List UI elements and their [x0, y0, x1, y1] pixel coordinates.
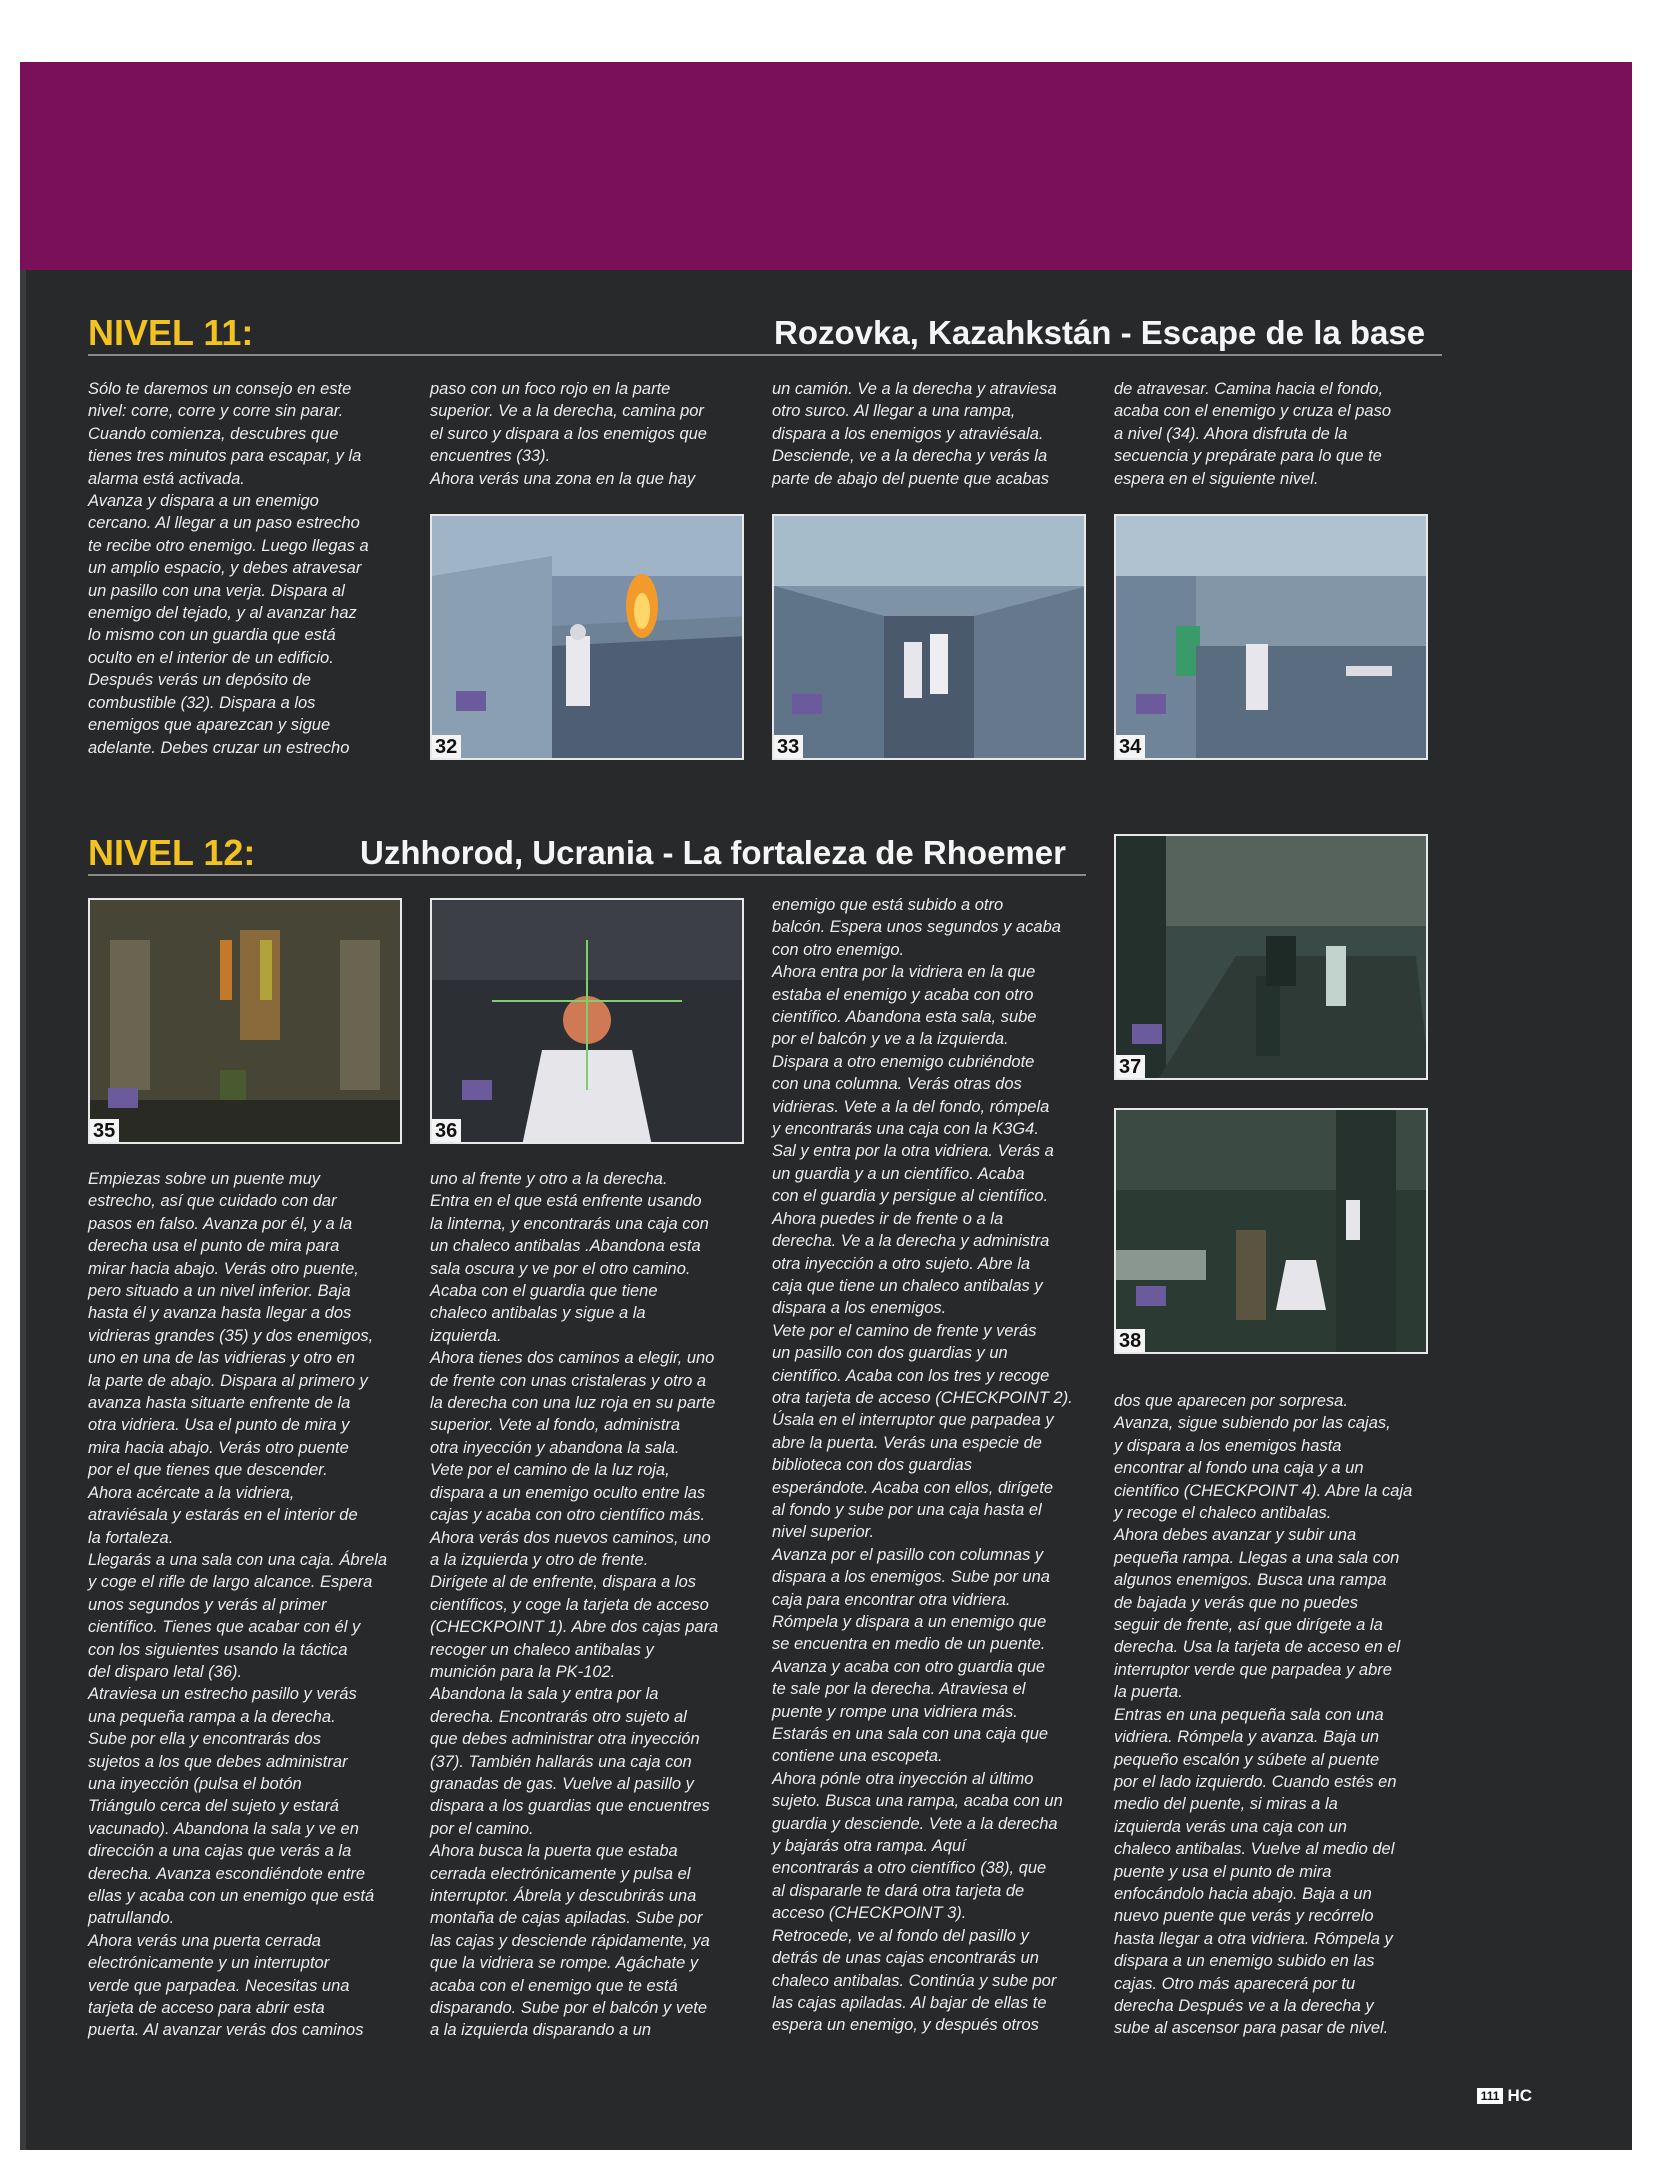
screenshot-37: [1114, 834, 1428, 1080]
screenshot-34: [1114, 514, 1428, 760]
nivel-12-column-1: Empiezas sobre un puente muy estrecho, así que cuidado con dar pasos en falso. Avanza por él, y a la derecha usa el punto de mira para mirar hacia abajo. Verás otro puente, pero situado a un nivel inferior. Baja hasta él y avanza hasta llegar a dos vidrieras grandes (35) y dos enemigos, uno en una de las vidrieras y otro en la parte de abajo. Dispara al primero y avanza hasta situarte enfrente de la otra vidriera. Usa el punto de mira y mira hacia abajo. Verás otro puente por el que tienes que descender. Ahora acércate a la vidriera, atraviésala y estarás en el interior de la fortaleza. Llegarás a una sala con una caja. Ábrela y coge el rifle de largo alcance. Espera unos segundos y verás al primer científico. Tienes que acabar con él y con los siguientes usando la táctica del disparo letal (36). Atraviesa un estrecho pasillo y verás una pequeña rampa a la derecha. Sube por ella y encontrarás dos sujetos a los que debes administrar una inyección (pulsa el botón Triángulo cerca del sujeto y estará vacunado). Abandona la sala y ve en dirección a una cajas que verás a la derecha. Avanza escondiéndote entre ellas y acaba con un enemigo que está patrullando. Ahora verás una puerta cerrada electrónicamente y un interruptor verde que parpadea. Necesitas una tarjeta de acceso para abrir esta puerta. Al avanzar verás dos caminos: [88, 1170, 388, 2040]
page-number: [1477, 2086, 1532, 2106]
nivel-11-rule: [88, 354, 1442, 356]
screenshot-37-scene: [1116, 836, 1428, 1080]
screenshot-32-scene: [432, 516, 744, 760]
header-banner: [20, 62, 1632, 270]
screenshot-38: [1114, 1108, 1428, 1354]
magazine-page: [20, 62, 1632, 2150]
nivel-11-column-4: de atravesar. Camina hacia el fondo, acaba con el enemigo y cruza el paso a nivel (34). Ahora disfruta de la secuencia y prepárate para lo que te espera en el siguiente nivel.: [1114, 380, 1392, 488]
nivel-12-column-2: uno al frente y otro a la derecha. Entra en el que está enfrente usando la linterna, y encontrarás una caja con un chaleco antibalas .Abandona esta sala oscura y ve por el otro camino. Acaba con el guardia que tiene chaleco antibalas y sigue a la izquierda. Ahora tienes dos caminos a elegir, uno de frente con unas cristaleras y otro a la derecha con una luz roja en su parte superior. Vete al fondo, administra otra inyección y abandona la sala. Vete por el camino de la luz roja, dispara a un enemigo oculto entre las cajas y acaba con otro científico más. Ahora verás dos nuevos caminos, uno a la izquierda y otro de frente. Dirígete al de enfrente, dispara a los científicos, y coge la tarjeta de acceso (CHECKPOINT 1). Abre dos cajas para recoger un chaleco antibalas y munición para la PK-102. Abandona la sala y entra por la derecha. Encontrarás otro sujeto al que debes administrar otra inyección (37). También hallarás una caja con granadas de gas. Vuelve al pasillo y dispara a los guardias que encuentres por el camino. Ahora busca la puerta que estaba cerrada electrónicamente y pulsa el interruptor. Ábrela y descubrirás una montaña de cajas apiladas. Sube por las cajas y desciende rápidamente, ya que la vidriera se rompe. Agáchate y acaba con el enemigo que te está disparando. Sube por el balcón y vete a la izquierda disparando a un: [430, 1170, 719, 2040]
screenshot-32-number: 32: [432, 735, 461, 758]
nivel-11-column-3: un camión. Ve a la derecha y atraviesa otro surco. Al llegar a una rampa, dispara a los enemigos y atraviésala. Desciende, ve a la derecha y verás la parte de abajo del puente que acabas: [772, 380, 1057, 488]
screenshot-35-number: 35: [90, 1119, 119, 1142]
screenshot-34-number: 34: [1116, 735, 1145, 758]
screenshot-33: [772, 514, 1086, 760]
left-edge-strip: [20, 270, 26, 2150]
screenshot-37-number: 37: [1116, 1055, 1145, 1078]
nivel-12-column-3: enemigo que está subido a otro balcón. Espera unos segundos y acaba con otro enemigo. Ahora entra por la vidriera en la que estaba el enemigo y acaba con otro científico. Abandona esta sala, sube por el balcón y ve a la izquierda. Dispara a otro enemigo cubriéndote con una columna. Verás otras dos vidrieras. Vete a la del fondo, rómpela y encontrarás una caja con la K3G4. Sal y entra por la otra vidriera. Verás a un guardia y a un científico. Acaba con el guardia y persigue al científico. Ahora puedes ir de frente o a la derecha. Ve a la derecha y administra otra inyección a otro sujeto. Abre la caja que tiene un chaleco antibalas y dispara a los enemigos. Vete por el camino de frente y verás un pasillo con dos guardias y un científico. Acaba con los tres y recoge otra tarjeta de acceso (CHECKPOINT 2). Úsala en el interruptor que parpadea y abre la puerta. Verás una especie de biblioteca con dos guardias esperándote. Acaba con ellos, dirígete al fondo y sube por una caja hasta el nivel superior. Avanza por el pasillo con columnas y dispara a los enemigos. Sube por una caja para encontrar otra vidriera. Rómpela y dispara a un enemigo que se encuentra en medio de un puente. Avanza y acaba con otro guardia que te sale por la derecha. Atraviesa el puente y rompe una vidriera más. Estarás en una sala con una caja que contiene una escopeta. Ahora pónle otra inyección al último sujeto. Busca una rampa, acaba con un guardia y desciende. Vete a la derecha y bajarás otra rampa. Aquí encontrarás a otro científico (38), que al dispararle te dará otra tarjeta de acceso (CHECKPOINT 3). Retrocede, ve al fondo del pasillo y detrás de unas cajas encontrarás un chaleco antibalas. Continúa y sube por las cajas apiladas. Al bajar de ellas te espera un enemigo, y después otros: [772, 896, 1073, 2035]
nivel-11-column-1: Sólo te daremos un consejo en este nivel: corre, corre y corre sin parar. Cuando comienza, descubres que tienes tres minutos para escapar, y la alarma está activada. Avanza y dispara a un enemigo cercano. Al llegar a un paso estrecho te recibe otro enemigo. Luego llegas a un amplio espacio, y debes atravesar un pasillo con una verja. Dispara al enemigo del tejado, y al avanzar haz lo mismo con un guardia que está oculto en el interior de un edificio. Después verás un depósito de combustible (32). Dispara a los enemigos que aparezcan y sigue adelante. Debes cruzar un estrecho: [88, 380, 369, 757]
nivel-12-column-4: dos que aparecen por sorpresa. Avanza, sigue subiendo por las cajas, y dispara a los enemigos hasta encontrar al fondo una caja y a un científico (CHECKPOINT 4). Abre la caja y recoge el chaleco antibalas. Ahora debes avanzar y subir una pequeña rampa. Llegas a una sala con algunos enemigos. Busca una rampa de bajada y verás que no puedes seguir de frente, así que dirígete a la derecha. Usa la tarjeta de acceso en el interruptor verde que parpadea y abre la puerta. Entras en una pequeña sala con una vidriera. Rómpela y avanza. Baja un pequeño escalón y súbete al puente por el lado izquierdo. Cuando estés en medio del puente, si miras a la izquierda verás una caja con un chaleco antibalas. Vuelve al medio del puente y usa el punto de mira enfocándolo hacia abajo. Baja a un nuevo puente que verás y recórrelo hasta llegar a otra vidriera. Rómpela y dispara a un enemigo subido en las cajas. Otro más aparecerá por tu derecha Después ve a la derecha y sube al ascensor para pasar de nivel.: [1114, 1392, 1413, 2038]
screenshot-36-number: 36: [432, 1119, 461, 1142]
screenshot-32: [430, 514, 744, 760]
nivel-11-title: Rozovka, Kazahkstán - Escape de la base: [774, 314, 1426, 351]
screenshot-36: [430, 898, 744, 1144]
magazine-logo: HC: [1507, 2086, 1532, 2105]
screenshot-36-scene: [432, 900, 744, 1144]
nivel-11-column-2: paso con un foco rojo en la parte superior. Ve a la derecha, camina por el surco y dispara a los enemigos que encuentres (33). Ahora verás una zona en la que hay: [430, 380, 707, 488]
nivel-11-label: NIVEL 11:: [88, 312, 254, 353]
screenshot-38-number: 38: [1116, 1329, 1145, 1352]
screenshot-34-scene: [1116, 516, 1428, 760]
nivel-12-label: NIVEL 12:: [88, 832, 256, 873]
screenshot-35-scene: [90, 900, 402, 1144]
nivel-12-rule: [88, 874, 1086, 876]
page-number-value: 111: [1477, 2088, 1504, 2104]
screenshot-33-scene: [774, 516, 1086, 760]
screenshot-35: [88, 898, 402, 1144]
nivel-12-title: Uzhhorod, Ucrania - La fortaleza de Rhoemer: [360, 834, 1066, 871]
screenshot-33-number: 33: [774, 735, 803, 758]
screenshot-38-scene: [1116, 1110, 1428, 1354]
